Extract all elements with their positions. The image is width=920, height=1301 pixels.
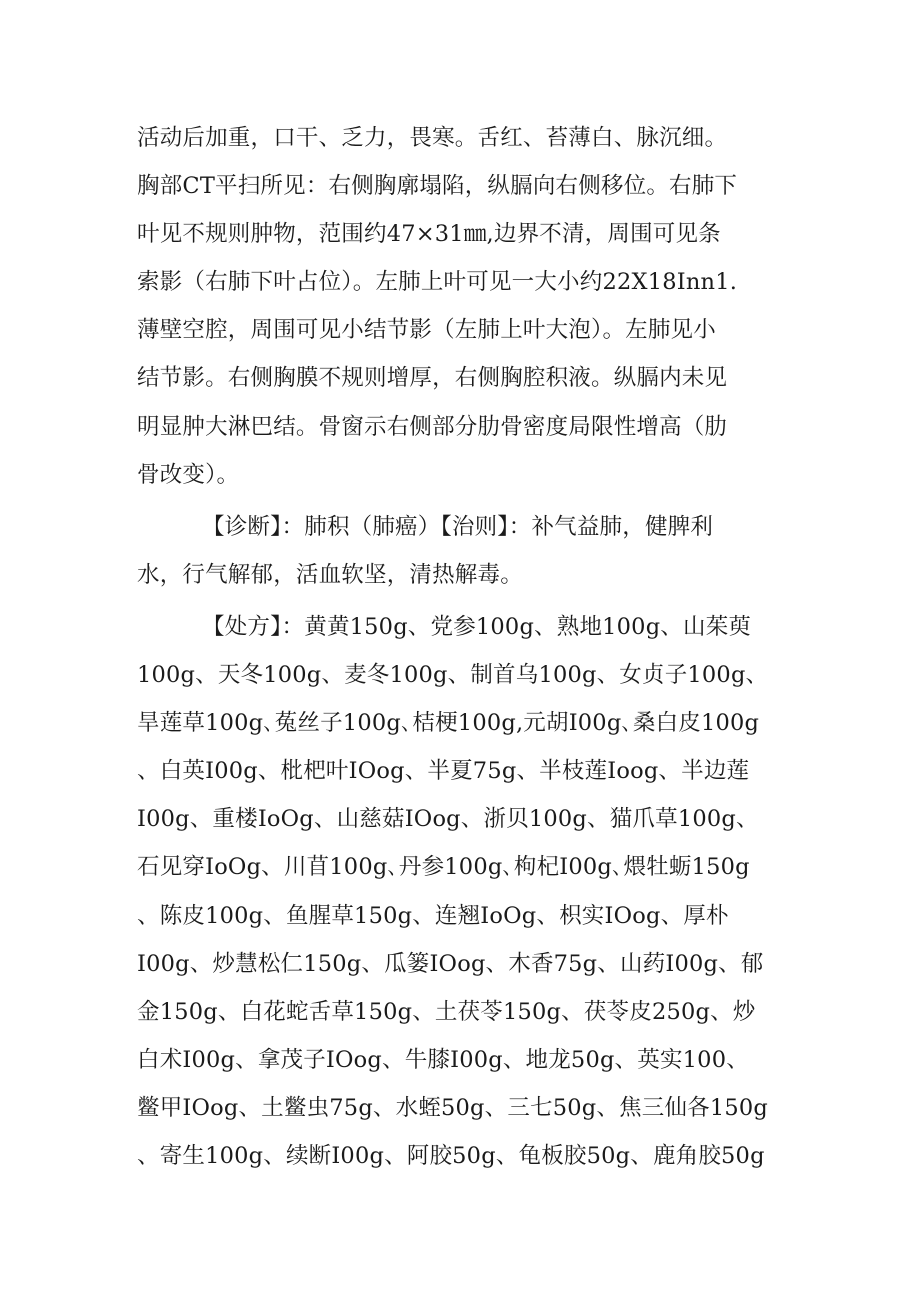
- text-line: I00g、炒慧松仁150g、瓜篓IOog、木香75g、山药I00g、郁: [137, 950, 764, 977]
- paragraph-findings: [137, 114, 797, 499]
- paragraph-prescription: [137, 603, 797, 1180]
- text-line: 【诊断】：肺积（肺癌）【治则】：补气益肺，健脾利: [202, 513, 714, 540]
- text-line: 索影（右肺下叶占位）。左肺上叶可见一大小约22X18Inn1.: [137, 269, 738, 296]
- text-line: 叶见不规则肿物，范围约47×31㎜,边界不清，周围可见条: [137, 221, 721, 248]
- text-line: 金150g、白花蛇舌草150g、土茯苓150g、茯苓皮250g、炒: [137, 998, 756, 1025]
- text-line: 白术I00g、拿茂子IOog、牛膝I00g、地龙50g、英实100、: [137, 1046, 749, 1073]
- text-line: 、陈皮100g、鱼腥草150g、连翘IoOg、枳实IOog、厚朴: [137, 902, 729, 929]
- text-line: 100g、天冬100g、麦冬100g、制首乌100g、女贞子100g、: [137, 662, 769, 689]
- text-line: 旱莲草100g､菟丝子100g､桔梗100g,元胡I00g､桑白皮100g: [137, 710, 760, 737]
- text-line: 鳖甲IOog、土鳖虫75g、水蛭50g、三七50g、焦三仙各150g: [137, 1094, 769, 1121]
- document-body: [137, 114, 797, 1180]
- text-line: 、寄生100g、续断I00g、阿胶50g、龟板胶50g、鹿角胶50g: [137, 1142, 765, 1169]
- text-line: 薄壁空腔，周围可见小结节影（左肺上叶大泡）。左肺见小: [137, 317, 716, 344]
- text-line: 、白英I00g、枇杷叶IOog、半夏75g、半枝莲Ioog、半边莲: [137, 758, 750, 785]
- text-line: 明显肿大淋巴结。骨窗示右侧部分肋骨密度局限性增高（肋: [137, 413, 728, 440]
- paragraph-diagnosis: [137, 503, 797, 599]
- text-line: 结节影。右侧胸膜不规则增厚，右侧胸腔积液。纵膈内未见: [137, 365, 728, 392]
- text-line: 活动后加重，口干、乏力，畏寒。舌红、苔薄白、脉沉细。: [137, 125, 728, 151]
- text-line: 胸部CT平扫所见：右侧胸廓塌陷，纵膈向右侧移位。右肺下: [137, 173, 738, 200]
- text-line: I00g、重楼IoOg、山慈菇IOog、浙贝100g、猫爪草100g、: [137, 806, 759, 833]
- text-line: 骨改变）。: [137, 461, 240, 488]
- text-line: 【处方】：黄黄150g、党参100g、熟地100g、山茱萸: [202, 613, 752, 640]
- text-line: 石见穿IoOg、川苜100g､丹参100g､枸杞I00g､煨牡蛎150g: [137, 854, 750, 881]
- text-line: 水，行气解郁，活血软坚，清热解毒。: [137, 561, 523, 588]
